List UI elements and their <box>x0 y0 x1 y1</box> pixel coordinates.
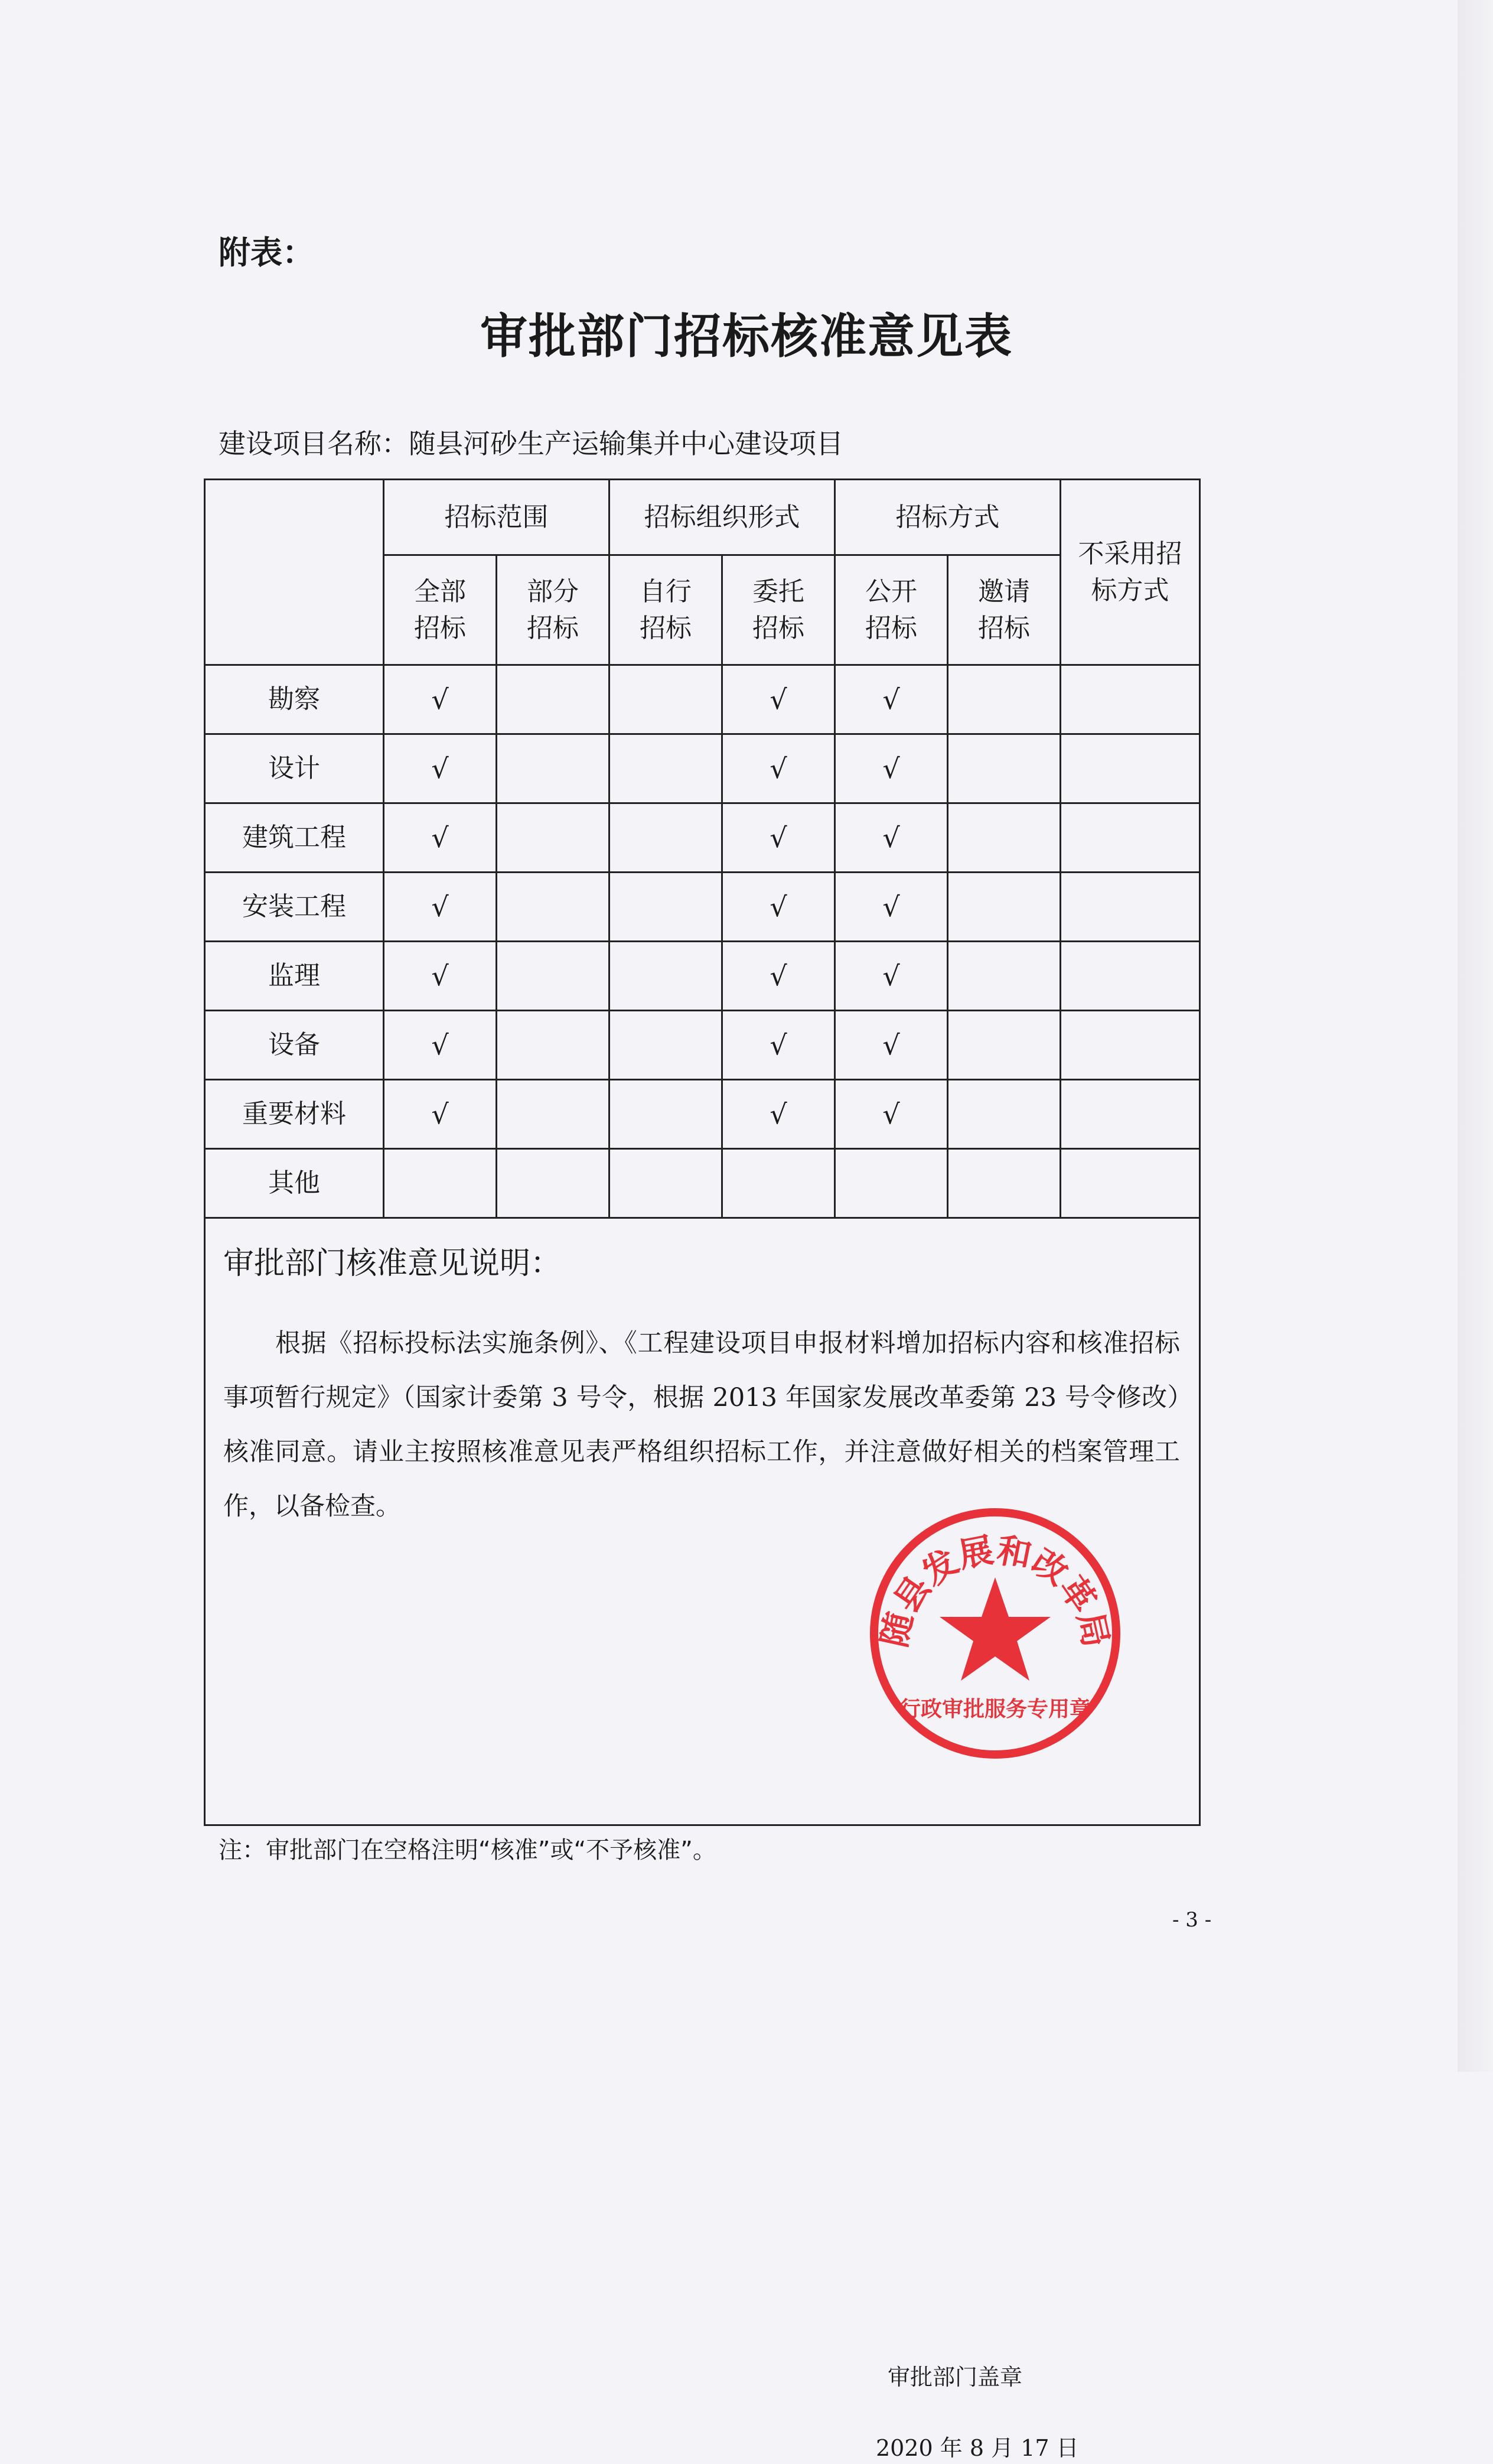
table-row <box>205 1080 1200 1149</box>
seal-inner-text: 行政审批服务专用章 <box>899 1697 1091 1721</box>
table-row <box>205 1149 1200 1218</box>
subheader-partial: 部分招标 <box>497 555 609 665</box>
empty-cell <box>609 734 722 803</box>
check-cell: √ <box>722 1011 835 1080</box>
empty-cell <box>1061 1149 1200 1218</box>
row-label: 其他 <box>205 1149 384 1218</box>
check-cell: √ <box>835 734 948 803</box>
project-name-line <box>219 422 843 461</box>
approval-date: 2020 年 8 月 17 日 <box>876 2435 1079 2461</box>
row-label: 设计 <box>205 734 384 803</box>
empty-cell <box>948 734 1061 803</box>
check-cell: √ <box>384 873 497 942</box>
empty-cell <box>948 665 1061 734</box>
check-cell: √ <box>722 942 835 1011</box>
check-cell: √ <box>835 665 948 734</box>
seal-label: 审批部门盖章 <box>888 2364 1023 2390</box>
empty-cell <box>948 803 1061 873</box>
seal-star <box>940 1577 1051 1681</box>
empty-cell <box>948 1149 1061 1218</box>
header-scope: 招标范围 <box>384 480 609 555</box>
check-cell: √ <box>384 1011 497 1080</box>
empty-cell <box>609 803 722 873</box>
check-cell: √ <box>835 1011 948 1080</box>
check-cell: √ <box>722 734 835 803</box>
empty-cell <box>609 1080 722 1149</box>
subheader-entrusted: 委托招标 <box>722 555 835 665</box>
row-label: 重要材料 <box>205 1080 384 1149</box>
subheader-invited: 邀请招标 <box>948 555 1061 665</box>
header-organization: 招标组织形式 <box>609 480 835 555</box>
table-row <box>205 1011 1200 1080</box>
empty-cell <box>497 1080 609 1149</box>
empty-cell <box>1061 942 1200 1011</box>
check-cell: √ <box>835 873 948 942</box>
check-cell: √ <box>384 1080 497 1149</box>
header-no-tender: 不采用招标方式 <box>1061 480 1200 665</box>
page-title: 审批部门招标核准意见表 <box>480 309 1013 364</box>
empty-cell <box>1061 734 1200 803</box>
empty-cell <box>835 1149 948 1218</box>
empty-cell <box>948 1080 1061 1149</box>
row-label: 监理 <box>205 942 384 1011</box>
table-row <box>205 734 1200 803</box>
empty-cell <box>609 1149 722 1218</box>
subheader-open: 公开招标 <box>835 555 948 665</box>
table-row <box>205 873 1200 942</box>
check-cell: √ <box>384 942 497 1011</box>
subheader-full: 全部招标 <box>384 555 497 665</box>
check-cell: √ <box>384 665 497 734</box>
page-number: - 3 - <box>1172 1908 1212 1932</box>
empty-cell <box>497 1149 609 1218</box>
empty-cell <box>497 873 609 942</box>
footnote: 注：审批部门在空格注明“核准”或“不予核准”。 <box>219 1837 716 1864</box>
empty-cell <box>1061 1011 1200 1080</box>
empty-cell <box>497 942 609 1011</box>
check-cell: √ <box>384 734 497 803</box>
project-name: 随县河砂生产运输集并中心建设项目 <box>409 428 843 460</box>
empty-cell <box>948 873 1061 942</box>
empty-cell <box>1061 873 1200 942</box>
check-cell: √ <box>722 873 835 942</box>
check-cell: √ <box>722 803 835 873</box>
empty-cell <box>384 1149 497 1218</box>
empty-cell <box>1061 665 1200 734</box>
row-label: 建筑工程 <box>205 803 384 873</box>
empty-cell <box>609 1011 722 1080</box>
empty-cell <box>497 665 609 734</box>
table-row <box>205 942 1200 1011</box>
table-row <box>205 665 1200 734</box>
empty-cell <box>497 1011 609 1080</box>
explanation-body: 根据《招标投标法实施条例》、《工程建设项目申报材料增加招标内容和核准招标事项暂行规定》（国家计委第 3 号令，根据 2013 年国家发展改革委第 23 号令修改）核准同意。请业主按照核准意见表严格组织招标工作，并注意做好相关的档案管理工作，以备检查。 <box>223 1329 1181 1521</box>
check-cell: √ <box>722 665 835 734</box>
empty-cell <box>609 873 722 942</box>
corner-cell <box>205 480 384 665</box>
subheader-self: 自行招标 <box>609 555 722 665</box>
empty-cell <box>497 734 609 803</box>
table-row <box>205 803 1200 873</box>
check-cell: √ <box>835 803 948 873</box>
empty-cell <box>497 803 609 873</box>
empty-cell <box>722 1149 835 1218</box>
empty-cell <box>948 942 1061 1011</box>
empty-cell <box>609 665 722 734</box>
seal-outer-text: 随县发展和改革局 <box>873 1529 1117 1651</box>
row-label: 安装工程 <box>205 873 384 942</box>
header-row-groups <box>205 480 1200 555</box>
row-label: 勘察 <box>205 665 384 734</box>
official-seal <box>865 1503 1125 1763</box>
header-method: 招标方式 <box>835 480 1061 555</box>
row-label: 设备 <box>205 1011 384 1080</box>
explanation-heading: 审批部门核准意见说明： <box>223 1246 562 1281</box>
empty-cell <box>1061 1080 1200 1149</box>
project-label: 建设项目名称： <box>219 428 409 460</box>
attachment-label: 附表： <box>219 234 314 271</box>
empty-cell <box>609 942 722 1011</box>
check-cell: √ <box>835 1080 948 1149</box>
check-cell: √ <box>384 803 497 873</box>
check-cell: √ <box>835 942 948 1011</box>
check-cell: √ <box>722 1080 835 1149</box>
empty-cell <box>1061 803 1200 873</box>
empty-cell <box>948 1011 1061 1080</box>
